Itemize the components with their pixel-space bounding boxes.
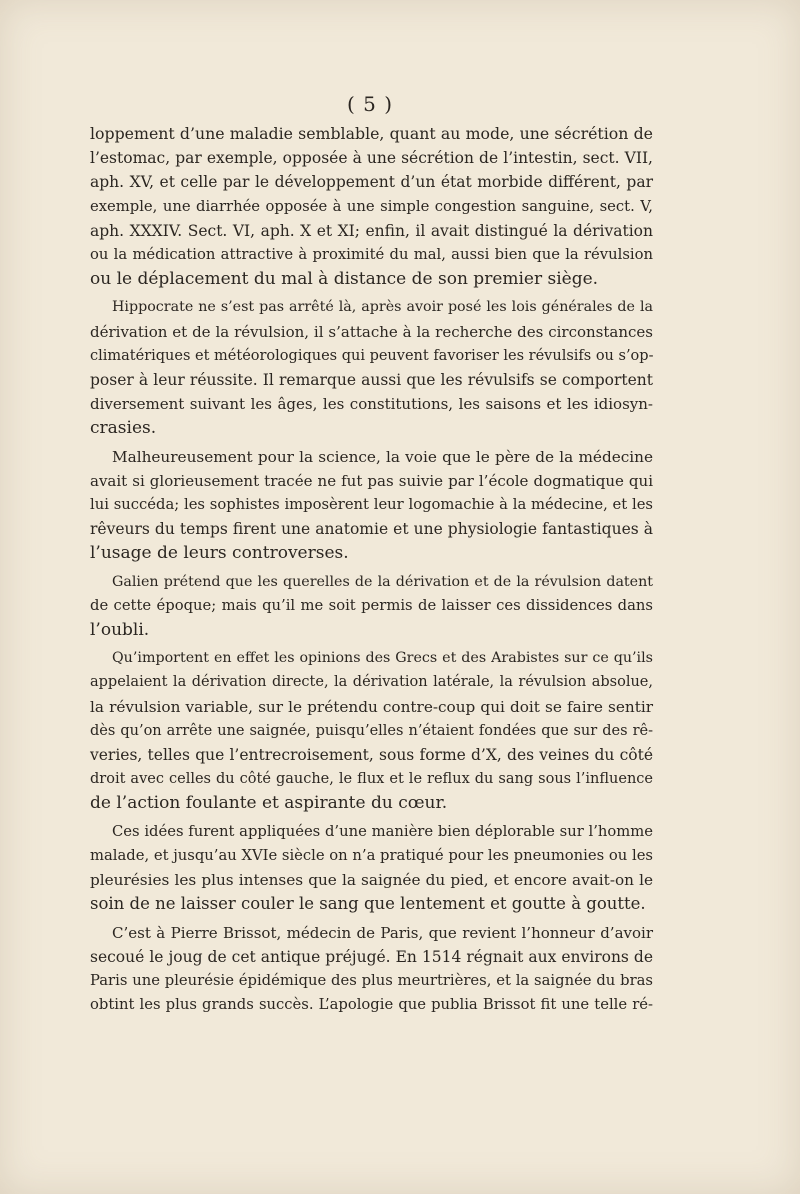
paragraph: [90, 122, 653, 291]
text-line: aph. XXXIV. Sect. VI, aph. X et XI; enfin, il avait distingué la dérivation: [90, 221, 653, 240]
text-line: de l’action foulante et aspirante du cœur.: [90, 793, 448, 814]
paragraph: [90, 570, 653, 643]
text-line: dérivation et de la révulsion, il s’attache à la recherche des circonstances: [90, 322, 653, 341]
text-line: rêveurs du temps firent une anatomie et une physiologie fantastiques à: [90, 520, 653, 539]
paragraph: [90, 921, 653, 1018]
text-line: l’usage de leurs controverses.: [90, 543, 349, 564]
text-line: Paris une pleurésie épidémique des plus meurtrières, et la saignée du bras: [90, 971, 653, 989]
paragraph: [90, 646, 653, 815]
text-line: crasies.: [90, 418, 157, 439]
text-line: l’oubli.: [90, 620, 150, 641]
text-line: malade, et jusqu’au XVIe siècle on n’a pratiqué pour les pneumonies ou les: [90, 846, 653, 864]
text-line: de cette époque; mais qu’il me soit permis de laisser ces dissidences dans: [90, 596, 653, 614]
text-line: soin de ne laisser couler le sang que lentement et goutte à goutte.: [90, 894, 646, 914]
text-line: lui succéda; les sophistes imposèrent leur logomachie à la médecine, et les: [90, 496, 653, 514]
text-line: ou la médication attractive à proximité du mal, aussi bien que la révulsion: [90, 246, 653, 264]
text-line: droit avec celles du côté gauche, le flux et le reflux du sang sous l’influence: [90, 771, 653, 788]
text-line: loppement d’une maladie semblable, quant au mode, une sécrétion de: [90, 124, 653, 143]
text-line: appelaient la dérivation directe, la dérivation latérale, la révulsion absolue,: [90, 674, 653, 691]
text-line: C’est à Pierre Brissot, médecin de Paris, que revient l’honneur d’avoir: [112, 923, 653, 942]
text-line: secoué le joug de cet antique préjugé. En 1514 régnait aux environs de: [90, 947, 653, 966]
text-line: Ces idées furent appliquées d’une manière bien déplorable sur l’homme: [112, 822, 653, 840]
text-line: aph. XV, et celle par le développement d’un état morbide différent, par: [90, 173, 653, 192]
text-line: obtint les plus grands succès. L’apologie que publia Brissot fit une telle ré-: [90, 996, 653, 1014]
text-line: Qu’importent en effet les opinions des Grecs et des Arabistes sur ce qu’ils: [112, 650, 653, 667]
paragraph: [90, 295, 653, 440]
text-line: l’estomac, par exemple, opposée à une sécrétion de l’intestin, sect. VII,: [90, 149, 653, 168]
text-line: Malheureusement pour la science, la voie que le père de la médecine: [112, 447, 653, 466]
text-line: poser à leur réussite. Il remarque aussi que les révulsifs se comportent: [90, 371, 653, 390]
text-line: Hippocrate ne s’est pas arrêté là, après avoir posé les lois générales de la: [112, 299, 653, 316]
text-line: avait si glorieusement tracée ne fut pas suivie par l’école dogmatique qui: [90, 471, 653, 490]
text-line: la révulsion variable, sur le prétendu contre-coup qui doit se faire sentir: [90, 697, 653, 716]
body-text: [90, 122, 653, 1021]
paragraph: [90, 445, 653, 566]
text-line: diversement suivant les âges, les constitutions, les saisons et les idiosyn-: [90, 395, 653, 414]
text-line: veries, telles que l’entrecroisement, sous forme d’X, des veines du côté: [90, 746, 653, 765]
paragraph: [90, 820, 653, 917]
text-line: Galien prétend que les querelles de la dérivation et de la révulsion datent: [112, 573, 653, 590]
text-line: exemple, une diarrhée opposée à une simple congestion sanguine, sect. V,: [90, 197, 653, 215]
text-line: climatériques et météorologiques qui peuvent favoriser les révulsifs ou s’op-: [90, 347, 654, 364]
page-number: ( 5 ): [346, 92, 394, 116]
text-line: dès qu’on arrête une saignée, puisqu’elles n’étaient fondées que sur des rê-: [90, 722, 653, 739]
text-line: ou le déplacement du mal à distance de son premier siège.: [90, 269, 599, 290]
text-line: pleurésies les plus intenses que la saignée du pied, et encore avait-on le: [90, 871, 653, 890]
